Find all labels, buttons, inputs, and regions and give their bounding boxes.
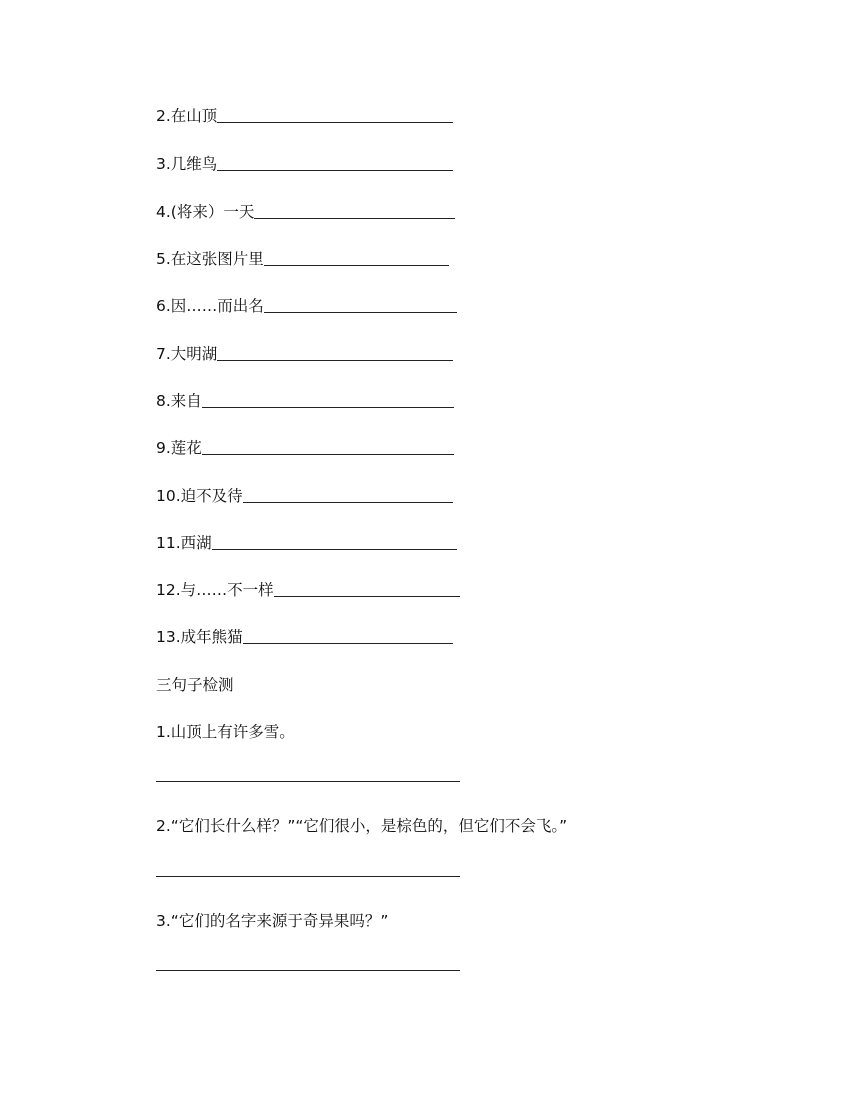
answer-blank[interactable] <box>274 596 460 597</box>
vocab-item <box>156 202 455 222</box>
vocab-label: 11.西湖 <box>156 534 212 552</box>
vocab-item <box>156 533 457 553</box>
answer-blank[interactable] <box>217 122 453 123</box>
answer-line[interactable] <box>156 876 460 877</box>
vocab-label: 13.成年熊猫 <box>156 628 243 646</box>
sentence-prompt: 1.山顶上有许多雪。 <box>156 723 295 741</box>
vocab-label: 10.迫不及待 <box>156 487 243 505</box>
section-title: 三句子检测 <box>156 676 234 694</box>
vocab-item <box>156 627 453 647</box>
vocab-label: 9.莲花 <box>156 439 202 457</box>
answer-line[interactable] <box>156 781 460 782</box>
vocab-label: 3.几维鸟 <box>156 155 218 173</box>
answer-blank[interactable] <box>264 265 449 266</box>
vocab-item <box>156 106 453 126</box>
vocab-item <box>156 438 454 458</box>
sentence-prompt: 3.“它们的名字来源于奇异果吗？” <box>156 912 389 930</box>
vocab-label: 12.与……不一样 <box>156 581 274 599</box>
vocab-label: 7.大明湖 <box>156 345 218 363</box>
answer-blank[interactable] <box>202 454 454 455</box>
answer-line[interactable] <box>156 970 460 971</box>
answer-blank[interactable] <box>217 170 453 171</box>
vocab-item <box>156 249 449 269</box>
answer-blank[interactable] <box>243 643 453 644</box>
answer-blank[interactable] <box>254 218 455 219</box>
vocab-item <box>156 154 453 174</box>
answer-blank[interactable] <box>243 502 453 503</box>
vocab-item <box>156 580 460 600</box>
vocab-item <box>156 486 453 506</box>
sentence-prompt: 2.“它们长什么样？”“它们很小，是棕色的，但它们不会飞。” <box>156 817 568 835</box>
vocab-label: 6.因……而出名 <box>156 297 264 315</box>
answer-blank[interactable] <box>202 407 454 408</box>
answer-blank[interactable] <box>264 312 457 313</box>
vocab-item <box>156 296 457 316</box>
vocab-label: 2.在山顶 <box>156 107 218 125</box>
answer-blank[interactable] <box>217 360 453 361</box>
vocab-item <box>156 344 453 364</box>
vocab-label: 8.来自 <box>156 392 202 410</box>
vocab-label: 4.(将来）一天 <box>156 203 255 221</box>
answer-blank[interactable] <box>212 549 457 550</box>
vocab-label: 5.在这张图片里 <box>156 250 264 268</box>
vocab-item <box>156 391 454 411</box>
